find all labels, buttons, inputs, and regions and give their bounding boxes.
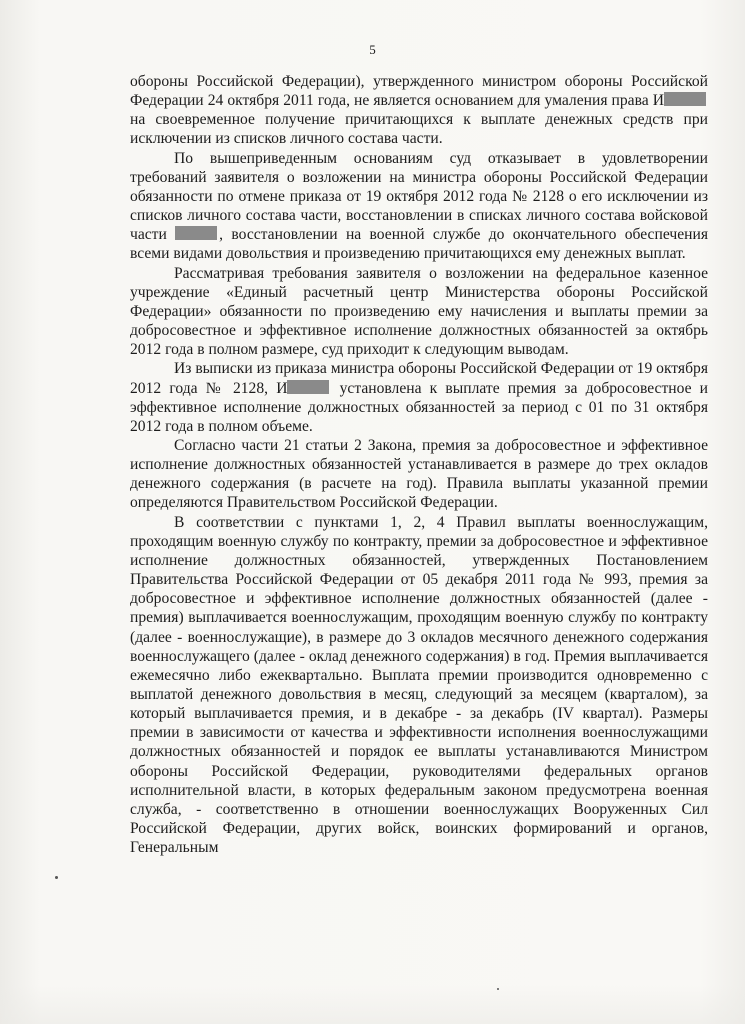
paragraph — [130, 264, 708, 360]
paragraph-text: , восстановлении на военной службе до окончательного обеспечения всеми видами довольствия и произведению причитающихся ему денежных выплат. — [130, 226, 708, 263]
paragraph-text: на своевременное получение причитающихся к выплате денежных средств при исключении из списков личного состава части. — [130, 111, 708, 148]
paragraph-text: установлена к выплате премия за добросовестное и эффективное исполнение должностных обязанностей за период с 01 по 31 октября 2012 года в полном объеме. — [130, 379, 709, 435]
paragraph — [130, 436, 708, 513]
paragraph-text: Рассматривая требования заявителя о возложении на федеральное казенное учреждение «Единый расчетный центр Министерства обороны Российской Федерации» обязанности по произведению ему начисления и выплаты премии за добросовестное и эффективное исполнение должностных обязанностей за октябрь 2012 года в полном размере, суд приходит к следующим выводам. — [130, 264, 708, 359]
paragraph — [130, 72, 708, 149]
paragraph-text: Из выписки из приказа министра обороны Российской Федерации от 19 октября 2012 года № 2128, И — [130, 360, 708, 397]
document-body — [130, 72, 708, 857]
redaction-block — [664, 92, 706, 106]
paragraph-text: обороны Российской Федерации), утвержденного министром обороны Российской Федерации 24 октября 2011 года, не является основанием для умаления права И — [130, 73, 708, 110]
scan-speck — [55, 876, 58, 879]
paragraph — [130, 359, 708, 436]
redaction-block — [175, 226, 217, 240]
paragraph — [130, 513, 708, 858]
paragraph-text: По вышеприведенным основаниям суд отказывает в удовлетворении требований заявителя о возложении на министра обороны Российской Федерации обязанности по отмене приказа от 19 октября 2012 года № 2128 о его исключении из списков личного состава части, восстановлении в списках личного состава войсковой части — [130, 149, 708, 244]
paragraph-text: В соответствии с пунктами 1, 2, 4 Правил выплаты военнослужащим, проходящим военную службу по контракту, премии за добросовестное и эффективное исполнение должностных обязанностей, утвержденных Постановлением Правительства Российской Федерации от 05 декабря 2011 года № 993, премия за добросовестное и эффективное исполнение должностных обязанностей (далее - премия) выплачивается военнослужащим, проходящим военную службу по контракту (далее - военнослужащие), в размере до 3 окладов месячного денежного содержания военнослужащего (далее - оклад денежного содержания) в год. Премия выплачивается ежемесячно либо ежеквартально. Выплата премии производится одновременно с выплатой денежного довольствия в месяц, следующий за месяцем (кварталом), за который выплачивается премия, и в декабре - за декабрь (IV квартал). Размеры премии в зависимости от качества и эффективности исполнения военнослужащими должностных обязанностей и порядок ее выплаты устанавливаются Министром обороны Российской Федерации, руководителями федеральных органов исполнительной власти, в которых федеральным законом предусмотрена военная служба, - соответственно в отношении военнослужащих Вооруженных Сил Российской Федерации, других войск, воинских формирований и органов, Генеральным — [130, 513, 708, 857]
scan-speck — [497, 988, 499, 990]
paragraph — [130, 149, 708, 264]
redaction-block — [287, 380, 329, 394]
page-shadow — [0, 985, 745, 1024]
page-number: 5 — [369, 42, 376, 57]
paragraph-text: Согласно части 21 статьи 2 Закона, премия за добросовестное и эффективное исполнение должностных обязанностей устанавливается в размере до трех окладов денежного содержания (в расчете на год). Правила выплаты указанной премии определяются Правительством Российской Федерации. — [130, 436, 708, 512]
